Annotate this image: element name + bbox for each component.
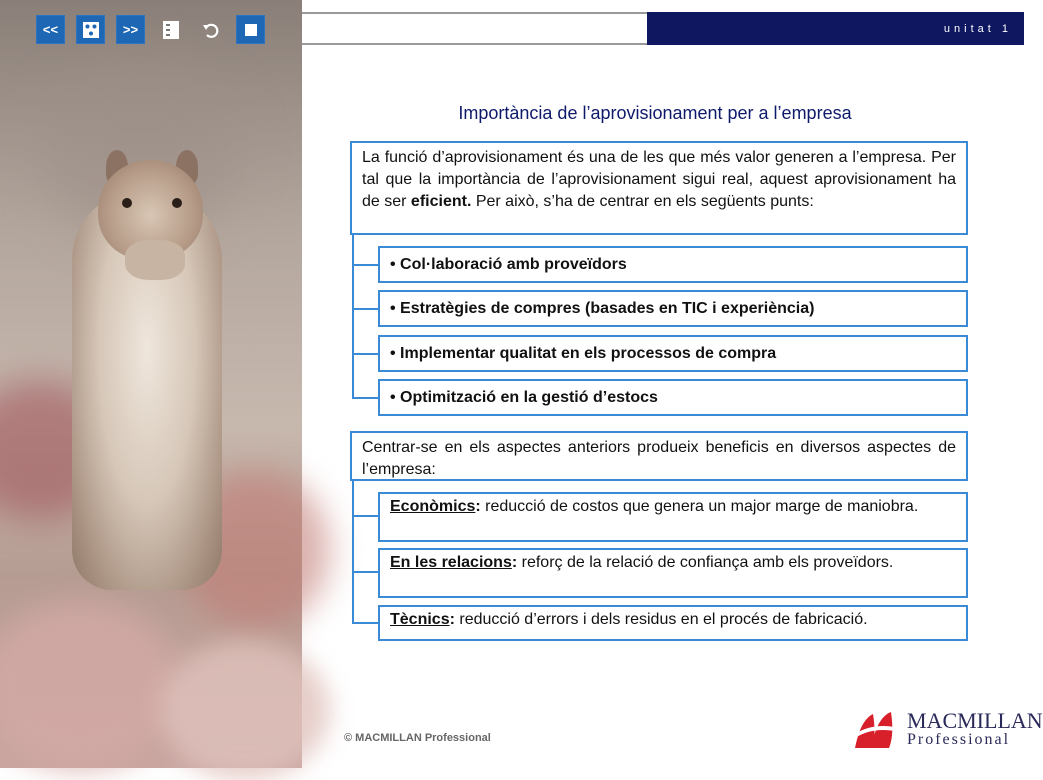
dice-icon	[82, 21, 100, 39]
macmillan-logo-icon	[853, 708, 901, 750]
list-item-label: • Col·laboració amb proveïdors	[390, 255, 627, 273]
undo-button[interactable]	[196, 15, 225, 44]
benefit-item-economic	[378, 492, 968, 542]
unit-bar	[647, 12, 1024, 45]
index-button[interactable]	[76, 15, 105, 44]
list-item-label: • Optimització en la gestió d’estocs	[390, 388, 658, 406]
benefit-key: Tècnics	[390, 611, 450, 628]
next-button[interactable]	[116, 15, 145, 44]
connector-line	[352, 515, 378, 517]
benefit-colon: :	[475, 498, 481, 515]
navigation-toolbar	[36, 15, 265, 44]
undo-icon	[201, 20, 221, 40]
connector-line	[352, 397, 378, 399]
benefit-key: Econòmics	[390, 498, 476, 515]
list-icon	[162, 20, 180, 40]
benefit-colon: :	[449, 611, 455, 628]
page-title: Importància de l’aprovisionament per a l’empresa	[458, 103, 852, 123]
intro-text-end: Per això, s’ha de centrar en els següents punts:	[471, 193, 814, 210]
connector-line	[352, 353, 378, 355]
menu-button[interactable]	[156, 15, 185, 44]
connector-line	[352, 264, 378, 266]
logo-line-2: Professional	[907, 731, 1011, 748]
list-item-label: • Implementar qualitat en els processos de compra	[390, 344, 777, 362]
header-line	[302, 12, 647, 45]
macmillan-logo	[853, 708, 1043, 750]
squirrel-photo	[0, 0, 302, 768]
copyright-text: © MACMILLAN Professional	[344, 732, 491, 744]
connector-line	[352, 622, 378, 624]
benefit-item-technical	[378, 605, 968, 641]
benefits-intro-box	[350, 431, 968, 481]
connector-line	[352, 308, 378, 310]
benefit-text: reducció de costos que genera un major marge de maniobra.	[480, 498, 919, 515]
benefit-item-relations	[378, 548, 968, 598]
connector-line	[352, 481, 354, 624]
benefit-colon: :	[511, 554, 518, 571]
benefit-text: reducció d’errors i dels residus en el procés de fabricació.	[454, 611, 868, 628]
intro-bold: eficient.	[410, 193, 472, 210]
list-item	[378, 335, 968, 372]
benefit-key: En les relacions	[390, 554, 512, 571]
list-item	[378, 290, 968, 327]
list-item	[378, 379, 968, 416]
logo-line-1: MACMILLAN	[907, 708, 1043, 733]
benefit-text: reforç de la relació de confiança amb els proveïdors.	[517, 554, 894, 571]
intro-text: La funció d’aprovisionament és una de les que més valor generen a l’empresa. Per tal que la importància de l’aprovisionament sigui real, aquest aprovisionament ha de ser	[362, 149, 956, 210]
connector-line	[352, 571, 378, 573]
previous-button[interactable]	[36, 15, 65, 44]
previous-label: <<	[42, 22, 59, 37]
benefits-intro-text: Centrar-se en els aspectes anteriors produeix beneficis en diversos aspectes de l’empresa:	[362, 439, 956, 478]
list-item	[378, 246, 968, 283]
intro-text-box	[350, 141, 968, 235]
unit-label: unitat 1	[943, 22, 1012, 35]
list-item-label: • Estratègies de compres (basades en TIC i experiència)	[390, 299, 815, 317]
stop-button[interactable]	[236, 15, 265, 44]
next-label: >>	[122, 22, 139, 37]
connector-line	[352, 235, 354, 398]
stop-icon	[245, 24, 257, 36]
